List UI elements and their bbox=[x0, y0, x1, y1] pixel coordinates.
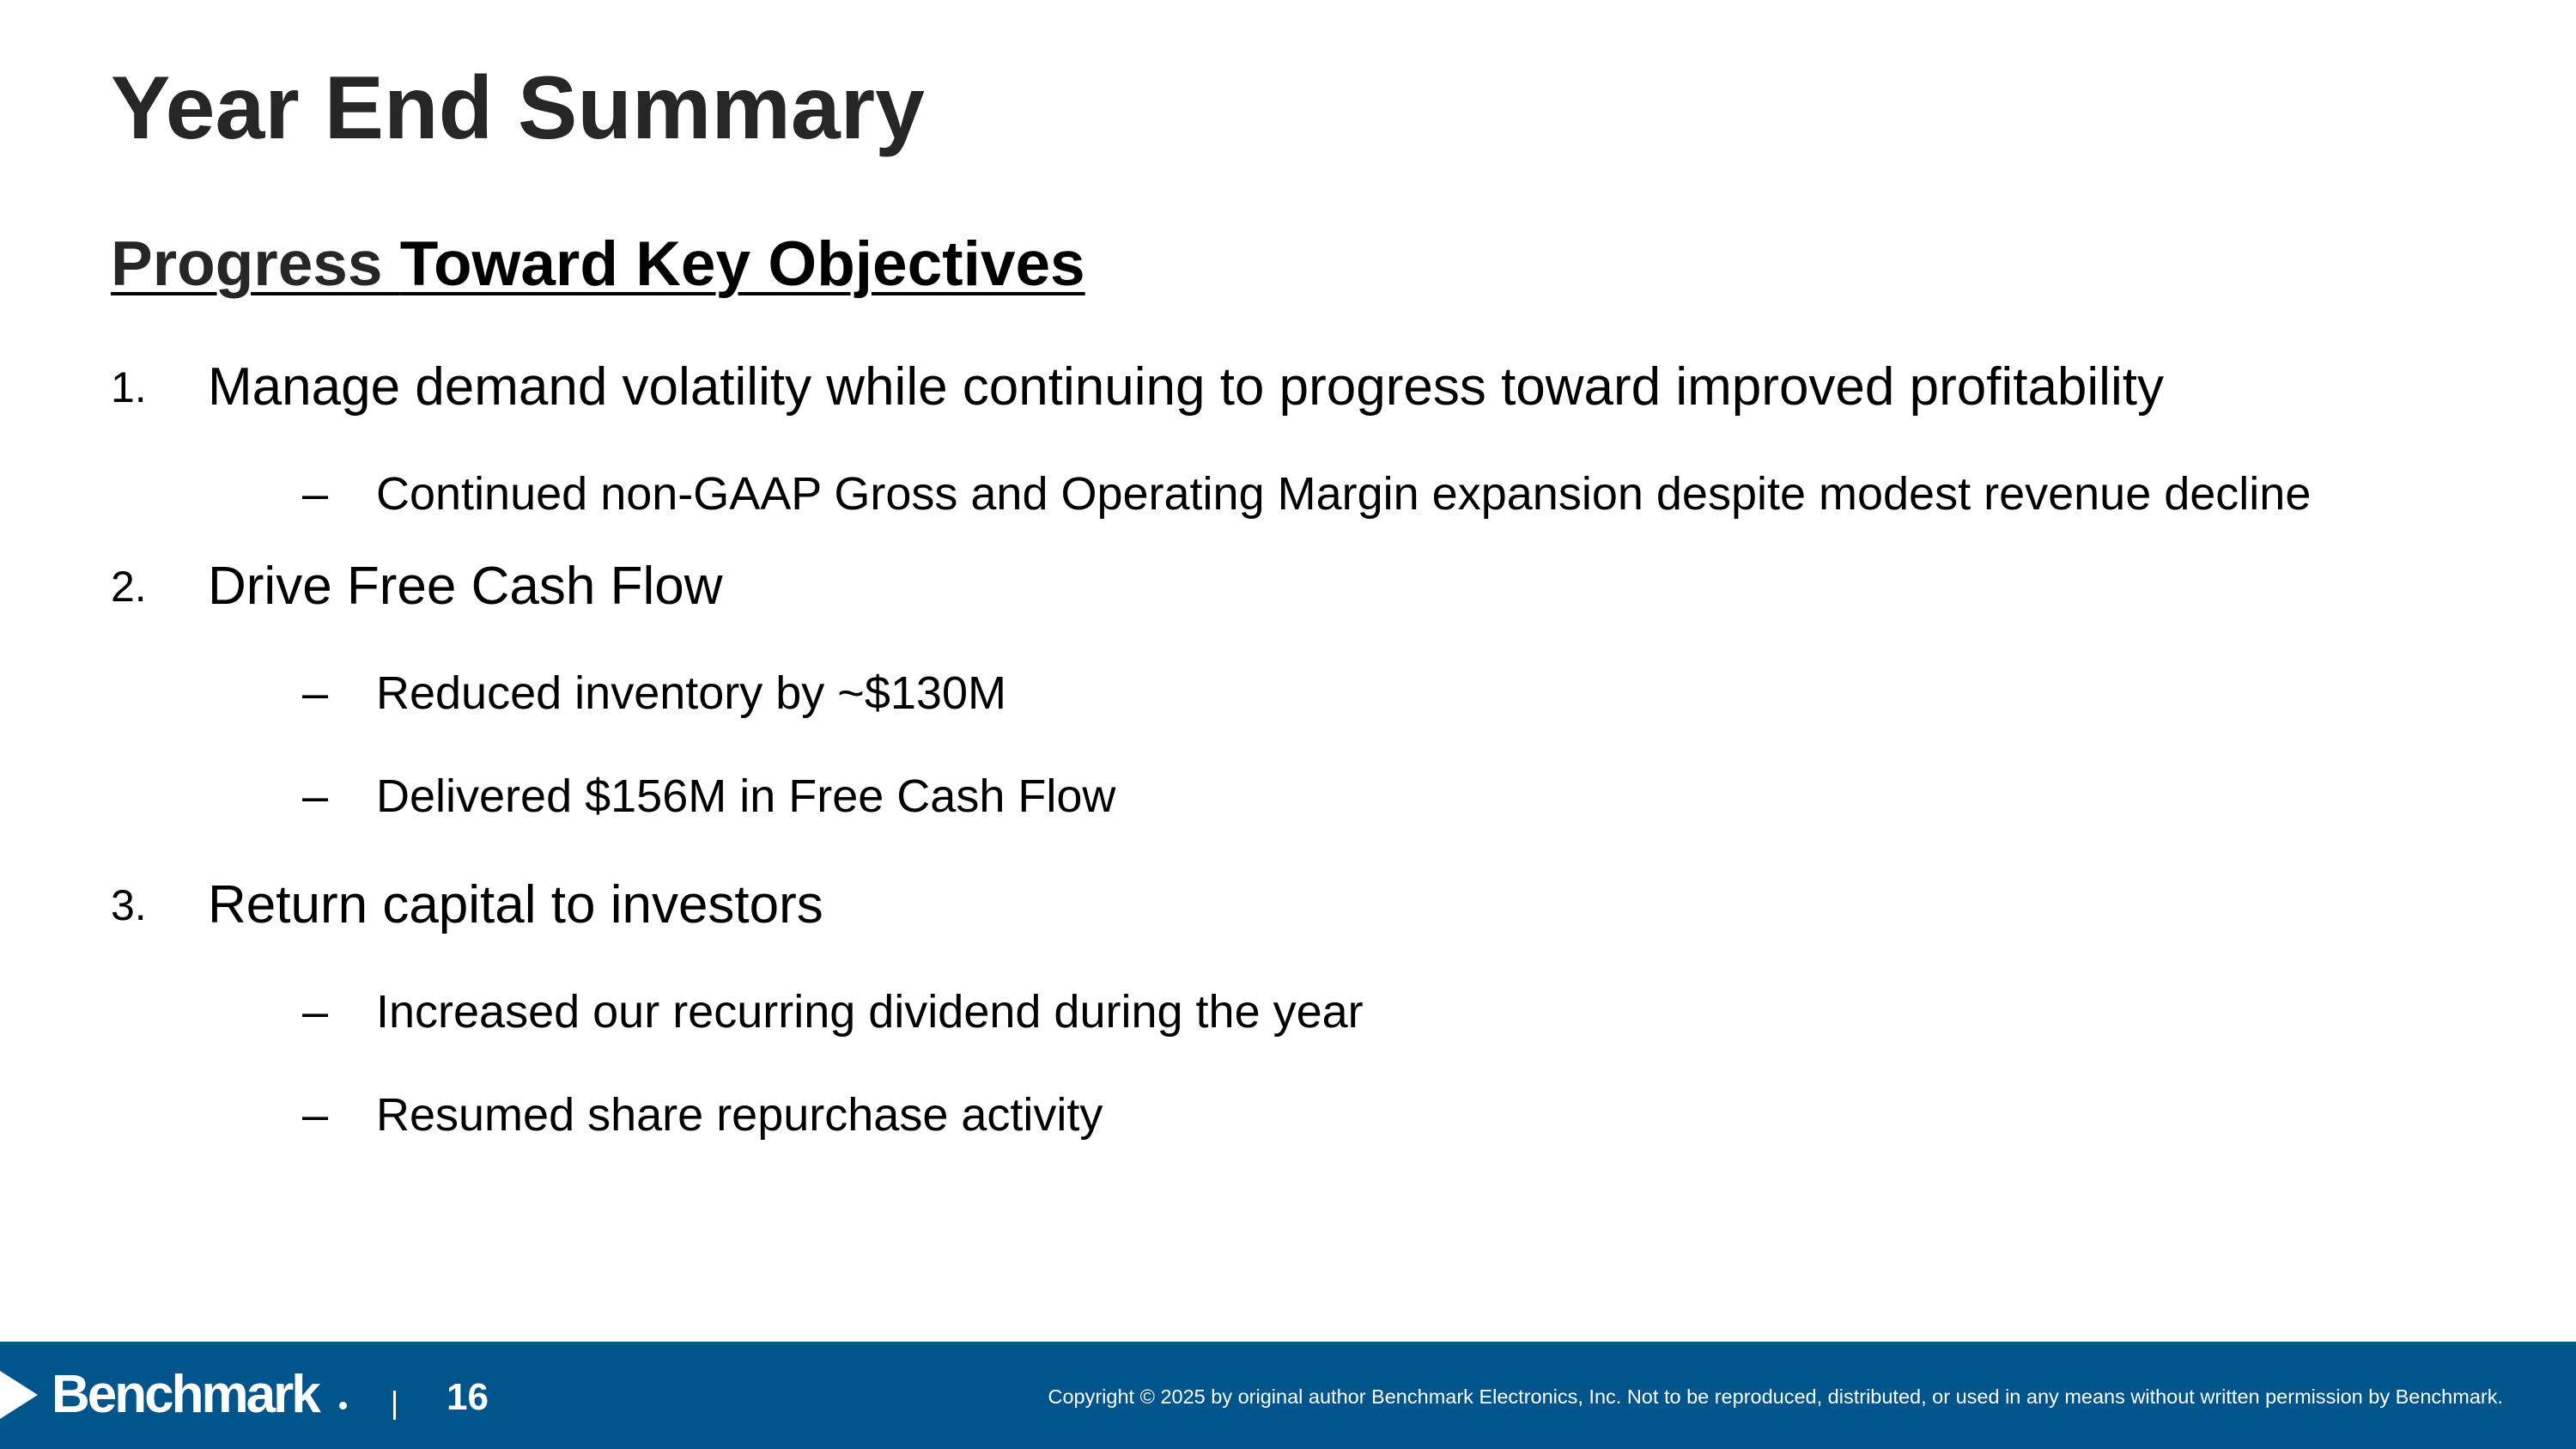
sub-item-text: Delivered $156M in Free Cash Flow bbox=[376, 770, 1116, 822]
objective-text: Drive Free Cash Flow bbox=[208, 557, 723, 616]
sub-item-text: Continued non-GAAP Gross and Operating Margin expansion despite modest revenue decline bbox=[376, 468, 2312, 520]
footer-separator bbox=[393, 1391, 396, 1420]
objective-number: 2. bbox=[111, 563, 147, 611]
objective-text: Manage demand volatility while continuing to progress toward improved profitability bbox=[208, 357, 2164, 417]
page-number: 16 bbox=[447, 1376, 489, 1418]
dash-bullet: – bbox=[302, 986, 329, 1038]
section-heading-part2: Toward Key Objectives bbox=[399, 229, 1085, 299]
logo-dot-icon bbox=[339, 1402, 347, 1409]
dash-bullet: – bbox=[302, 667, 329, 719]
slide-title: Year End Summary bbox=[111, 58, 925, 158]
objective-text: Return capital to investors bbox=[208, 875, 823, 935]
objective-number: 1. bbox=[111, 363, 147, 411]
dash-bullet: – bbox=[302, 468, 329, 520]
objective-number: 3. bbox=[111, 881, 147, 929]
logo-arrow-icon bbox=[0, 1371, 38, 1419]
sub-item-text: Increased our recurring dividend during the year bbox=[376, 986, 1364, 1038]
footer-bar bbox=[0, 1342, 2576, 1449]
dash-bullet: – bbox=[302, 770, 329, 822]
sub-item-text: Resumed share repurchase activity bbox=[376, 1089, 1103, 1141]
dash-bullet: – bbox=[302, 1089, 329, 1141]
copyright-notice: Copyright © 2025 by original author Benchmark Electronics, Inc. Not to be reproduced, distributed, or used in any means without written permission by Benchmark. bbox=[1048, 1385, 2503, 1408]
section-heading bbox=[111, 227, 1085, 302]
sub-item-text: Reduced inventory by ~$130M bbox=[376, 667, 1006, 719]
section-heading-part1: Progress bbox=[111, 229, 400, 299]
logo-text: Benchmark bbox=[52, 1365, 319, 1424]
